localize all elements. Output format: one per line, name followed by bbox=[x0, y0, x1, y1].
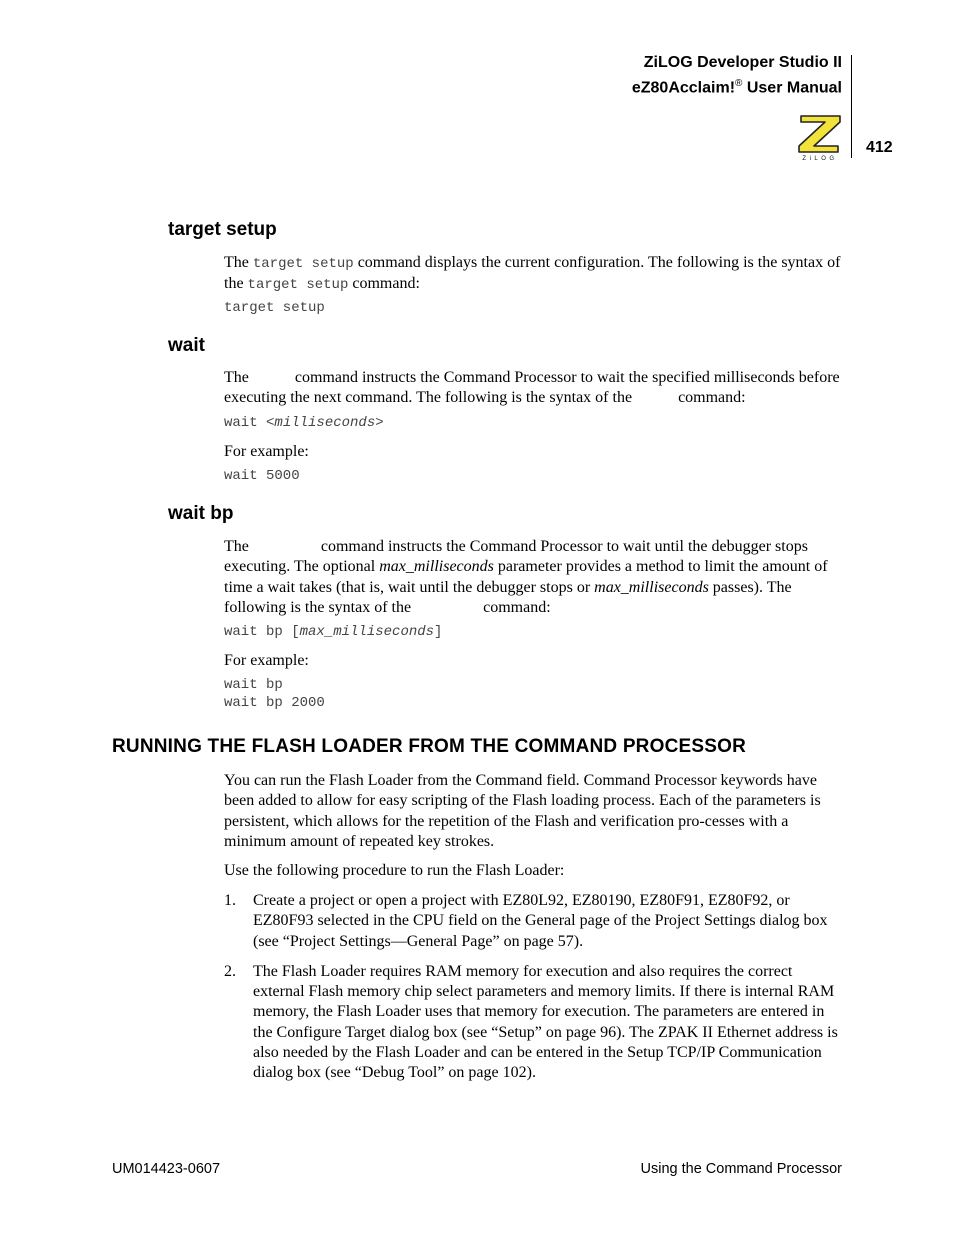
target-setup-syntax: target setup bbox=[224, 300, 325, 316]
wait-description: The command instructs the Command Processor to wait the specified milliseconds before executing the next command. The following is the syntax of the command: bbox=[224, 369, 840, 407]
wait-syntax: wait <milliseconds> bbox=[224, 415, 384, 431]
list-item: 1. Create a project or open a project with EZ80L92, EZ80190, EZ80F91, EZ80F92, or EZ80F93 selected in the CPU field on the General page of the Project Settings dialog box (see “Project Settings—General Page” on page 57). bbox=[224, 892, 828, 950]
flash-loader-procedure-intro: Use the following procedure to run the Flash Loader: bbox=[224, 862, 565, 879]
product-name: ZiLOG Developer Studio II bbox=[643, 54, 842, 71]
wait-bp-example: wait bp wait bp 2000 bbox=[224, 677, 325, 711]
wait-example-label: For example: bbox=[224, 443, 309, 460]
heading-wait: wait bbox=[168, 335, 205, 356]
heading-flash-loader: RUNNING THE FLASH LOADER FROM THE COMMAND PROCESSOR bbox=[112, 736, 747, 757]
list-item: 2. The Flash Loader requires RAM memory for execution and also requires the correct external Flash memory chip select parameters and memory limits. If there is internal RAM memory, the Flash Loader uses that memory for execution. The parameters are entered in the Configure Target dialog box (see “Setup” on page 96). The ZPAK II Ethernet address is also needed by the Flash Loader and can be entered in the Setup TCP/IP Communication dialog box (see “Debug Tool” on page 102). bbox=[224, 962, 838, 1082]
target-setup-description: The target setup command displays the current configuration. The following is the syntax of the target setup command: bbox=[224, 254, 841, 294]
logo-text: ZiLOG bbox=[802, 156, 838, 161]
flash-loader-steps bbox=[224, 891, 844, 1094]
document-title bbox=[632, 52, 842, 98]
flash-loader-intro: You can run the Flash Loader from the Command field. Command Processor keywords have been added to allow for easy scripting of the Flash loading process. Each of the parameters is persistent, which allows for the repetition of the Flash and verification pro-cesses with a minimum amount of repeated key strokes. bbox=[224, 772, 821, 850]
wait-bp-syntax: wait bp [max_milliseconds] bbox=[224, 624, 443, 640]
footer-section-title: Using the Command Processor bbox=[640, 1161, 842, 1177]
inline-code: target setup bbox=[252, 256, 354, 272]
heading-wait-bp: wait bp bbox=[168, 503, 234, 524]
wait-bp-example-label: For example: bbox=[224, 652, 309, 669]
document-id: UM014423-0607 bbox=[112, 1161, 221, 1177]
steps-list bbox=[224, 891, 844, 1084]
wait-example: wait 5000 bbox=[224, 468, 300, 484]
manual-name: eZ80Acclaim!® User Manual bbox=[631, 78, 842, 97]
inline-code: target setup bbox=[247, 277, 349, 294]
heading-target-setup: target setup bbox=[168, 219, 277, 240]
header-divider bbox=[851, 55, 852, 158]
wait-bp-description: The command instructs the Command Processor to wait until the debugger stops executing. The optional max_milliseconds parameter provides a method to limit the amount of time a wait takes (that is, wait until the debugger stops or max_milliseconds passes). The following is the syntax of the command: bbox=[224, 538, 828, 616]
zilog-logo-icon bbox=[796, 113, 844, 161]
page-number: 412 bbox=[866, 139, 893, 156]
